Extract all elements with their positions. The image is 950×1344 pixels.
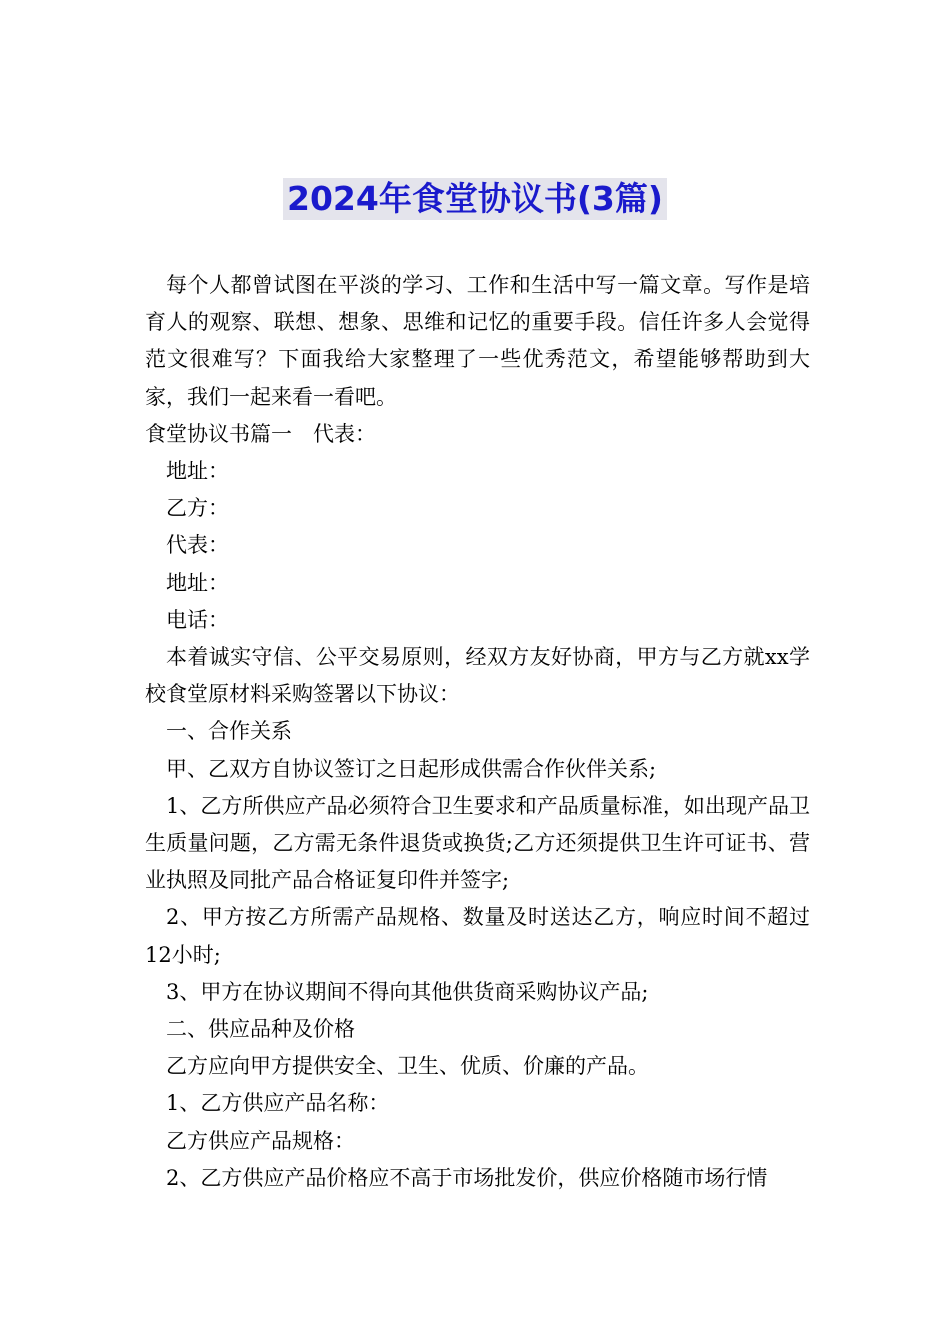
paragraph: 地址： xyxy=(166,459,229,484)
paragraph: 电话： xyxy=(166,607,229,632)
paragraph: 代表： xyxy=(166,533,229,558)
paragraph: 2、甲方按乙方所需产品规格、数量及时送达乙方，响应时间不超过12小时; xyxy=(145,905,810,967)
section-heading: 二、供应品种及价格 xyxy=(166,1017,355,1042)
paragraph: 2、乙方供应产品价格应不高于市场批发价，供应价格随市场行情 xyxy=(166,1165,768,1190)
paragraph: 1、乙方供应产品名称： xyxy=(166,1091,390,1116)
paragraph: 乙方应向甲方提供安全、卫生、优质、价廉的产品。 xyxy=(166,1054,649,1079)
paragraph: 乙方： xyxy=(166,496,229,521)
section-heading: 一、合作关系 xyxy=(166,719,292,744)
paragraph: 3、甲方在协议期间不得向其他供货商采购协议产品; xyxy=(166,979,649,1004)
paragraph: 食堂协议书篇一 代表： xyxy=(145,421,376,446)
paragraph: 甲、乙双方自协议签订之日起形成供需合作伙伴关系; xyxy=(166,756,657,781)
document-title: 2024年食堂协议书(3篇) xyxy=(283,178,667,220)
paragraph: 乙方供应产品规格： xyxy=(166,1128,355,1153)
paragraph: 本着诚实守信、公平交易原则，经双方友好协商，甲方与乙方就xx学校食堂原材料采购签署以下协议： xyxy=(145,645,810,707)
paragraph: 1、乙方所供应产品必须符合卫生要求和产品质量标准，如出现产品卫生质量问题，乙方需无条件退货或换货;乙方还须提供卫生许可证书、营业执照及同批产品合格证复印件并签字; xyxy=(145,793,810,893)
paragraph: 地址： xyxy=(166,570,229,595)
title-container xyxy=(0,178,950,220)
document-body xyxy=(145,267,810,1197)
paragraph: 每个人都曾试图在平淡的学习、工作和生活中写一篇文章。写作是培育人的观察、联想、想象、思维和记忆的重要手段。信任许多人会觉得范文很难写？下面我给大家整理了一些优秀范文，希望能够帮助到大家，我们一起来看一看吧。 xyxy=(145,273,810,409)
